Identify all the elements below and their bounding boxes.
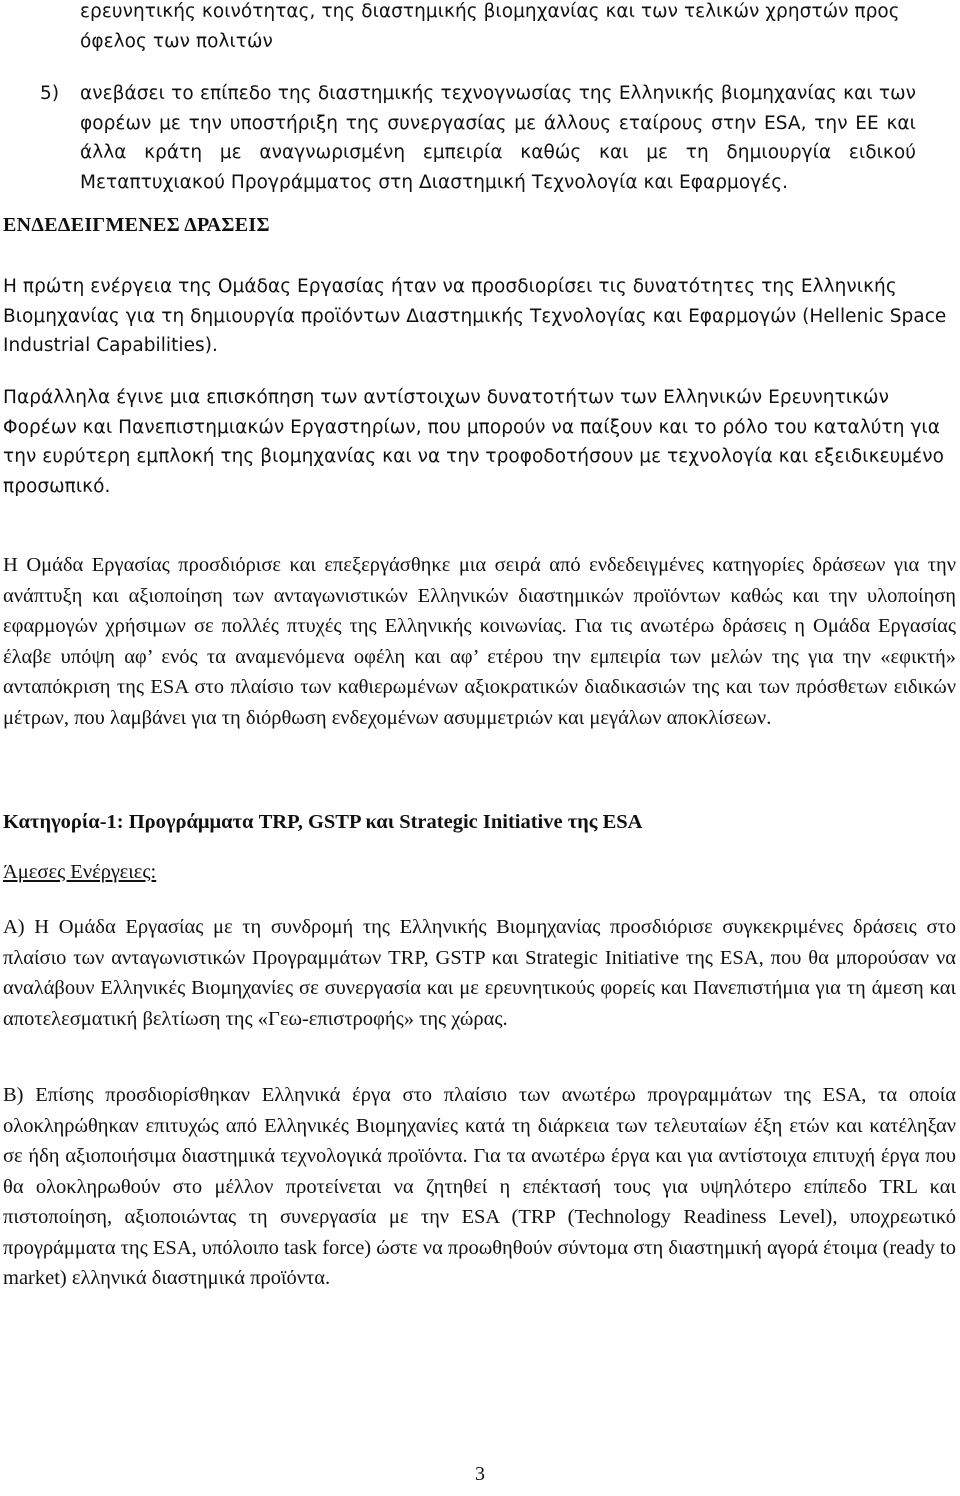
paragraph-1: Η πρώτη ενέργεια της Ομάδας Εργασίας ήταν να προσδιορίσει τις δυνατότητες της Ελληνικής Βιομηχανίας για τη δημιουργία προϊόντων Διαστημικής Τεχνολογίας και Εφαρμογών (Hellenic Space Industrial Capabilities).: [3, 276, 947, 356]
action-a: Α) Η Ομάδα Εργασίας με τη συνδρομή της Ελληνικής Βιομηχανίας προσδιόρισε συγκεκριμένες δράσεις στο πλαίσιο των ανταγωνιστικών Προγραμμάτων TRP, GSTP και Strategic Initiative της ESA, που θα μπορούσαν να αναλάβουν Ελληνικές Βιομηχανίες σε συνεργασία και με ερευνητικούς φορείς και Πανεπιστήμια για τη άμεση και αποτελεσματική βελτίωση της «Γεω-επιστροφής» της χώρας.: [3, 916, 956, 1030]
top-continuation: ερευνητικής κοινότητας, της διαστημικής βιομηχανίας και των τελικών χρηστών προς όφελος των πολιτών: [80, 1, 900, 52]
list-item-number: 5): [40, 83, 60, 104]
direct-actions-label: [3, 857, 156, 888]
category-heading: Κατηγορία-1: Προγράμματα TRP, GSTP και Strategic Initiative της ESA: [3, 811, 643, 833]
paragraph-3: Η Ομάδα Εργασίας προσδιόρισε και επεξεργάσθηκε μια σειρά από ενδεδειγμένες κατηγορίες δράσεων για την ανάπτυξη και αξιοποίηση των ανταγωνιστικών Ελληνικών διαστημικών προϊόντων καθώς και την υλοποίηση εφαρμογών χρήσιμων σε πολλές πτυχές της Ελληνικής κοινωνίας. Για τις ανωτέρω δράσεις η Ομάδα Εργασίας έλαβε υπόψη αφ’ ενός τα αναμενόμενα οφέλη και αφ’ ετέρου την εμπειρία των μελών της για την «εφικτή» ανταπόκριση της ESA στο πλαίσιο των καθιερωμένων αξιοκρατικών διαδικασιών της και των πρόσθετων ειδικών μέτρων, που λαμβάνει για τη διόρθωση ενδεχομένων ασυμμετριών και μεγάλων αποκλίσεων.: [3, 554, 956, 729]
section-heading: ΕΝΔΕΔΕΙΓΜΕΝΕΣ ΔΡΑΣΕΙΣ: [3, 214, 270, 236]
list-item-text: ανεβάσει το επίπεδο της διαστημικής τεχνογνωσίας της Ελληνικής βιομηχανίας και των φορέων με την υποστήριξη της συνεργασίας με άλλους εταίρους στην ESA, την ΕΕ και άλλα κράτη με αναγνωρισμένη εμπειρία καθώς και με τη δημιουργία ειδικού Μεταπτυχιακού Προγράμματος στη Διαστημική Τεχνολογία και Εφαρμογές.: [80, 83, 916, 193]
paragraph-2: Παράλληλα έγινε μια επισκόπηση των αντίστοιχων δυνατοτήτων των Ελληνικών Ερευνητικών Φορέων και Πανεπιστημιακών Εργαστηρίων, που μπορούν να παίξουν και το ρόλο του καταλύτη για την ευρύτερη εμπλοκή της βιομηχανίας και να την τροφοδοτήσουν με τεχνολογία και εξειδικευμένο προσωπικό.: [3, 387, 944, 497]
direct-actions-text: Άμεσες Ενέργειες:: [3, 861, 157, 883]
page-number: 3: [475, 1463, 485, 1485]
action-b: Β) Επίσης προσδιορίσθηκαν Ελληνικά έργα στο πλαίσιο των ανωτέρω προγραμμάτων της ESA, τα οποία ολοκληρώθηκαν επιτυχώς από Ελληνικές Βιομηχανίες κατά τη διάρκεια των τελευταίων έξη ετών και κατέληξαν σε ήδη αξιοποιήσιμα διαστημικά τεχνολογικά προϊόντα. Για τα ανωτέρω έργα και για αντίστοιχα επιτυχή έργα που θα ολοκληρωθούν στο μέλλον προτείνεται να ζητηθεί η επέκτασή τους για υψηλότερο επίπεδο TRL και πιστοποίηση, αξιοποιώντας τη συνεργασία με την ESA (TRP (Technology Readiness Level), υποχρεωτικό προγράμματα της ESA, υπόλοιπο task force) ώστε να προωθηθούν σύντομα στη διαστημική αγορά έτοιμα (ready to market) ελληνικά διαστημικά προϊόντα.: [3, 1084, 956, 1289]
